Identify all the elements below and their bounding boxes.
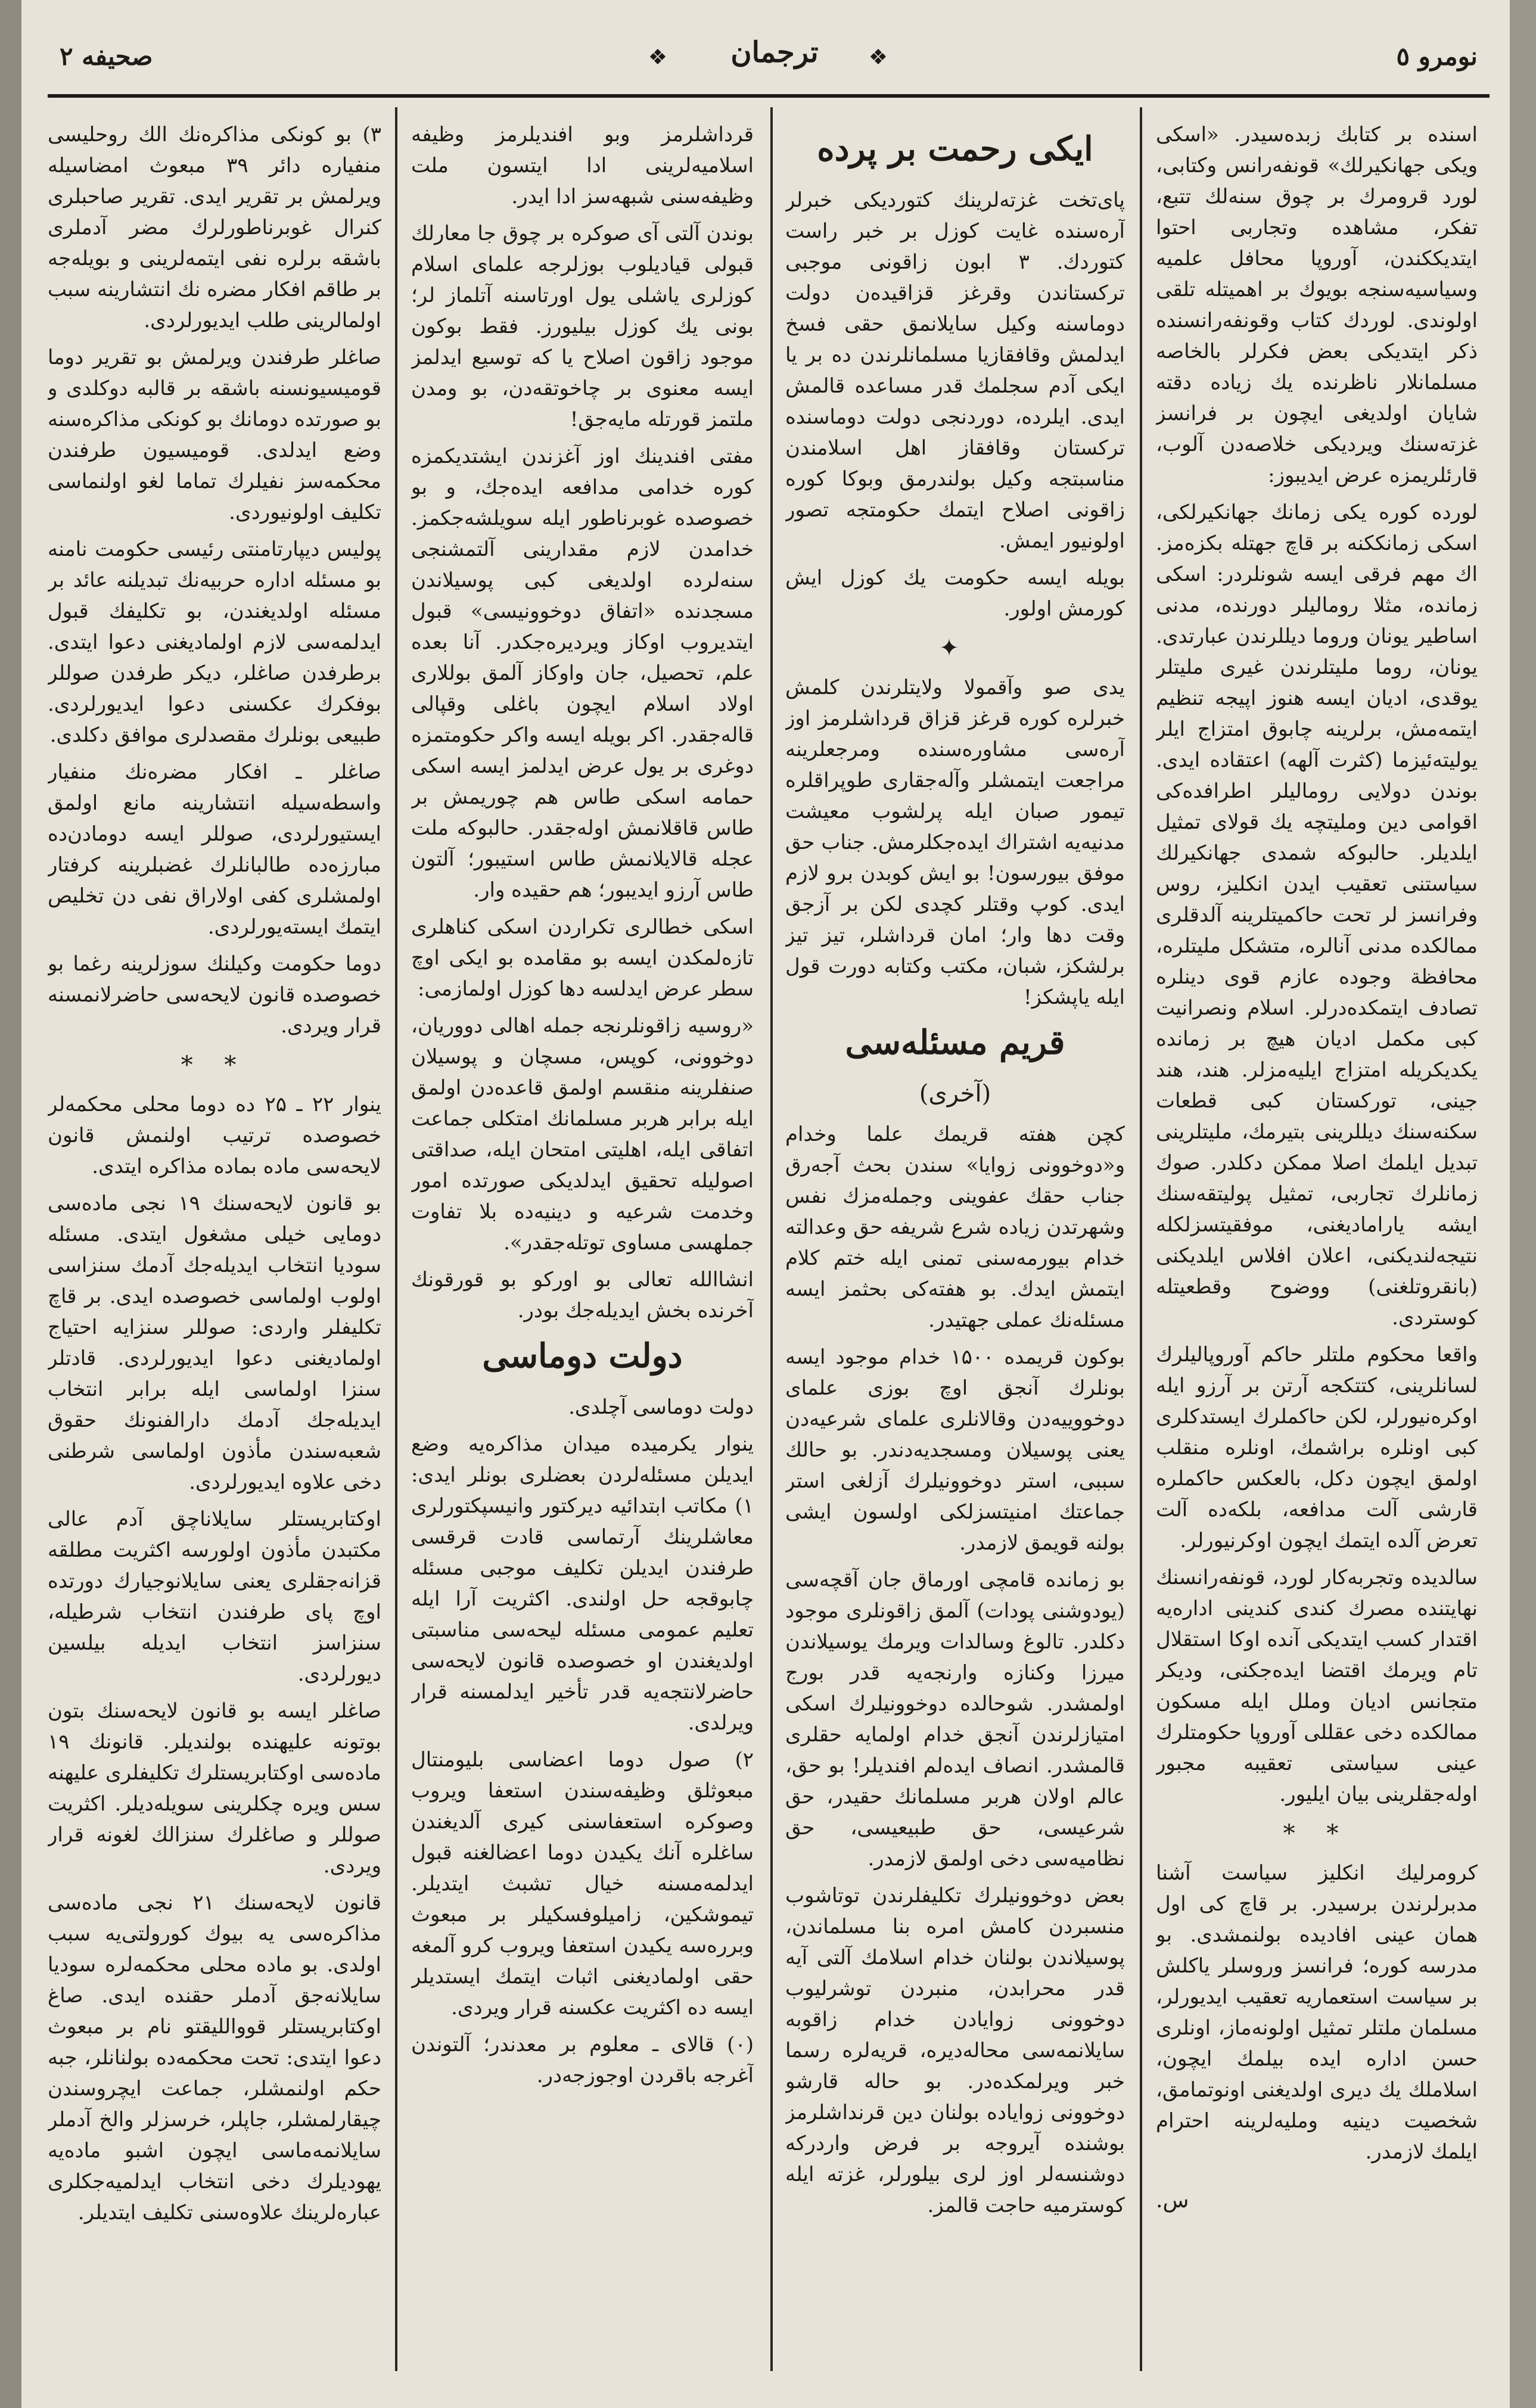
- paragraph: یدی صو وآقمولا ولایتلرندن کلمش خبرلره کوره قرغز قزاق قرداشلرمز اوز آره‌سی مشاوره‌سنده ومرجعلرینه مراجعت ایتمشلر وآله‌جقاری طوپراقلره تیمور صبان ایله پرلشوب معیشت مدنیه‌یه اشتراك ایده‌جکلرمش. جناب حق موفق بیورسون! بو ایش کوبدن برو لازم ایدی. کوپ وقتلر کچدی لکن بر آزجق وقت دها وار؛ امان قرداشلر، تیز تیز برلشکز، شبان، مکتب وکتابه دورت قول ایله یاپشکز!: [785, 676, 1125, 1009]
- section-separator: * *: [1283, 1820, 1351, 1847]
- paragraph: کرومرلیك انکلیز سیاست آشنا مدبرلرندن برسیدر. بر قاچ کی اول همان عینی افادیده بولنمشدی. بو مدرسه کوره؛ فرانسز وروسلر یاکلش بر سیاست استعماریه تعقیب ایدیورلر، مسلمان ملتلر تمثیل اولونه‌ماز، اونلری حسن اداره ایده بیلمك ایچون، اسلاملك یك دیری اولدیغنی اونوتمامق، شخصیت دینیه وملیه‌لرینه احترام ایلمك لازمدر.: [1156, 1861, 1478, 2164]
- page-label: صحیفه ۲: [60, 42, 153, 71]
- article-title-two-mercies: ایکی رحمت بر پرده: [817, 129, 1093, 169]
- column-2: [785, 119, 1125, 2377]
- paragraph: انشاالله تعالی بو اورکو بو قورقونك آخرنده بخش ایدیله‌جك بودر.: [411, 1268, 754, 1323]
- paragraph: بوکون قریمده ۱۵۰۰ خدام موجود ایسه بونلرك آنجق اوچ بوزی علمای دوخووییه‌دن وقالانلری علمای شرعیه‌دن یعنی پوسیلان ومسجدیه‌دندر. بو حالك سببی، استر دوخوونیلرك آزلغی استر جماعتك امنیتسزلکی اولسون ایشی بولنه قویمق لازمدر.: [785, 1345, 1125, 1555]
- scan-edge-right: [1510, 0, 1536, 2408]
- masthead: [48, 24, 1490, 107]
- ornament-right-icon: ❖: [868, 45, 888, 70]
- paragraph: دولت دوماسی آچلدی.: [568, 1395, 754, 1419]
- paragraph: لورده کوره یکی زمانك جهانکیرلکی، اسکی زمانککنه بر قاچ جهتله بکزه‌مز. اك مهم فرقی ایسه شونلردر: اسکی زمانده، مثلا رومالیلر دورنده، مدنی اساطیر یونان وروما دیللرندن عبارتدی. یونان، روما ملیتلرندن غیری ملیتلر یوقدی، ادیان ایسه هنوز اپیجه تنظیم ایتمه‌مش، برلرینه چابوق امتزاج ایلر یولیته‌ئیزما (کثرت آلهه) اعتقاده ایدی. بوندن دولایی رومالیلر اطرافده‌کی اقوامی دین وملیتچه یك قولای تمثیل ایلدیلر. حالبوکه شمدی جهانکیرلك سیاستنی تعقیب ایدن انکلیز، روس وفرانسز لر تحت حاکمیتلرینه آلدقلری ممالکده مدنی آنالره، متشکل ملیتلره، محافظة وجوده عازم قوی دینلره تصادف ایتمکده‌درلر. اسلام ونصرانیت کبی مکمل ادیان هیچ بر زمانده یکدیکریله امتزاج ایلیه‌مزلر. هند، هند جینی، تورکستان کبی قطعات سکنه‌سنك دیللرینی بتیرمك، ملیتلرینی تبدیل ایلمك اصلا ممکن دکلدر. صوك زمانلرك تجاربی، تمثیل پولیتقه‌سنك ایشه یارامادیغنی، موفقیتسزلکله نتیجه‌لندیکنی، اعلان افلاس ایلدیکنی (بانقروتلغنی) ووضوح وقطعیتله کوستردی.: [1156, 500, 1478, 1330]
- paragraph: مفتی افندینك اوز آغزندن ایشتدیکمزه کوره خدامی مدافعه ایده‌جك، و بو خصوصده غوبرناطور ایله سویلشه‌جکمز. خدامدن لازم مقدارینی آلتمشنجی سنه‌لرده اولدیغی کبی پوسیلاندن مسجدنده «اتفاق دوخوونیسی» قبول ایتدیروب اوکاز ویردیره‌جکدر. آنا بعده علم، تحصیل، جان واوکاز آلمق بوللاری اولاد اسلام ایچون باغلی وقپالی قاله‌جقدر. اکر بویله ایسه واکر حکومتمزه دوغری بر یول عرض ایدلمز ایسه اسکی حمامه اسکی طاس هم چوریمش بر طاس قاقلانمش اوله‌جقدر. حالبوکه ملت عجله قالایلانمش طاس استیبور؛ آلتون طاس آرزو ایدیبور؛ هم حقیده وار.: [411, 444, 754, 902]
- newspaper-title: ترجمان: [730, 36, 819, 69]
- paragraph: بویله ایسه حکومت یك کوزل ایش کورمش اولور.: [785, 566, 1125, 621]
- paragraph: ۲) صول دوما اعضاسی بلیومنتال مبعوثلق وظیفه‌سندن استعفا ویروب وصوکره استعفاسنی کیری آلدیغندن ساغلره آنك یکیدن دوما اعضالغنه قبول ایدلمه‌مسنه خیال تشبث ایتدیلر. تیموشکین، زامیلوفسکیلر بر مبعوث وبرره‌سه یکیدن استعفا ویروب کرو آلمغه حقی اولمادیغنی اثبات ایتمك ایستدیلر ایسه ده اکثریت عکسنه قرار ویردی.: [411, 1748, 754, 2020]
- column-divider-1: [395, 107, 397, 2371]
- article-title-crimea-question: قریم مسئله‌سی: [845, 1023, 1065, 1062]
- paragraph: بو قانون لایحه‌سنك ۱۹ نجی ماده‌سی دومایی خیلی مشغول ایتدی. مسئله سودیا انتخاب ایدیله‌جك آدمك سنزاسی اولوب اولماسی خصوصده ایدی. بر قاچ تکلیفلر واردی: صوللر سنزایه احتیاج اولمادیغنی دعوا ایدیورلردی. قادتلر سنزا اولماسی ایله برابر انتخاب ایدیله‌جك آدمك دارالفنونك حقوق شعبه‌سندن مأذون اولماسی شرطنی دخی علاوه ایدیورلردی.: [48, 1191, 381, 1494]
- paragraph: اسکی خطالری تکراردن اسکی کناهلری تازه‌لمکدن ایسه بو مقامده بو ایکی اوچ سطر عرض ایدلسه دها کوزل اولمازمی:: [411, 915, 754, 1001]
- author-signature: س.: [1156, 2188, 1189, 2213]
- paragraph: ۳) بو کونکی مذاکره‌نك الك روحلیسی منفیاره دائر ۳۹ مبعوث امضاسیله ویرلمش بر تقریر ایدی. تقریر صاحبلری کنرال غوبرناطورلرك مضر آدملری باشقه برلره نفی ایتمه‌لرینی و بویله‌جه بر طاقم افکار مضره نك انتشارینه سبب اولمالرینی طلب ایدیورلردی.: [48, 123, 381, 332]
- section-separator: * *: [181, 1051, 248, 1079]
- article-subtitle: (آخری): [919, 1080, 991, 1107]
- paragraph: بوندن آلتی آی صوکره بر چوق جا معارلك قبولی قیادیلوب بوزلرجه علمای اسلام کوزلری یاشلی یول اورتاسنه آتلماز لر؛ بونی یك کوزل بیلیورز. فقط بوکون موجود زاقون اصلاح یا که توسیع ایدلمز ایسه معنوی بر چاخوتقه‌دن، بو ومدن ملتمز قورتله مایه‌جق!: [411, 222, 754, 431]
- paragraph: بعض دوخوونیلرك تکلیفلرندن توتاشوب منسبردن کامش امره بنا مسلماندن، پوسیلاندن بولنان خدام اسلامك آلتی آیه قدر محرابدن، منبردن توشرلیوب دوخوونی زوایادن خدام زاقوبه سایلانمه‌سی محاله‌دیره، قریه‌لره رسما خبر ویرلمکده‌در. بو حاله قارشو دوخوونی زوایاده بولنان دین قرنداشلرمز بوشنده آیروجه بر فرض واردرکه دوشنسه‌لر اوز لری بیلورلر، غزته ایله کوسترمیه حاجت قالمز.: [785, 1884, 1125, 2217]
- paragraph: قانون لایحه‌سنك ۲۱ نجی ماده‌سی مذاکره‌سی یه بیوك کورولتی‌یه سبب اولدی. بو ماده محلی محکمه‌لره سودیا سایلانه‌جق آدملر حقنده ایدی. صاغ اوکتابریستلر قوواللیقتو نام بر مبعوث دعوا ایتدی: تحت محکمه‌ده بولنانلر، جبه حکم اولنمشلر، جماعت ایچروسندن چیقارلمشلر، جاپلر، خرسزلر والخ آدملر سایلانمه‌ماسی ایچون اشبو ماده‌یه یهودیلرك دخی انتخاب ایدلمیه‌جکلری عباره‌لرینك علاوه‌سنی تکلیف ایتدیلر.: [48, 1891, 381, 2225]
- paragraph: سالدیده وتجربه‌کار لورد، قونفه‌رانسنك نهایتنده مصرك کندی کندینی اداره‌یه اقتدار کسب ایتدیکی آنده اوکا استقلال تام ویرمك اقتضا ایده‌جکنی، ودیکر متجانس ادیان وملل ایله مسکون ممالکده دخی عقللی آوروپا حکومتلرك عینی سیاستی تعقیبه مجبور اوله‌جقلرینی بیان ایلیور.: [1156, 1566, 1478, 1806]
- paragraph: دوما حکومت وکیلنك سوزلرینه رغما بو خصوصده قانون لایحه‌سی حاضرلانمسنه قرار ویردی.: [48, 952, 381, 1038]
- paragraph: «روسیه زاقونلرنجه جمله اهالی دووریان، دوخوونی، کوپس، مسچان و پوسیلان صنفلرینه منقسم اولمق قاعده‌دن اولمق ایله برابر هربر مسلمانك امتکلی جماعت اتفاقی ایله، اهلیتی امتحان ایله، صداقتی اصولیله تحقیق ایدلدیکی صورتده امور وخدمت شرعیه و دینیه‌ده بلا تفاوت جملهسی مساوی توتله‌جقدر».: [411, 1014, 754, 1255]
- ornament-left-icon: ❖: [648, 45, 667, 70]
- column-divider-3: [1140, 107, 1142, 2371]
- scan-edge-left: [0, 0, 21, 2408]
- column-3: [411, 119, 754, 2377]
- paragraph: صاغلر طرفندن ویرلمش بو تقریر دوما قومیسیونسنه باشقه بر قالبه دوکلدی و بو صورتده دومانك بو کونکی مذاکره‌سنه وضع ایدلدی. قومیسیون طرفندن محکمه‌سز نفیلرك تماما لغو اولنماسی تکلیف اولونیوردی.: [48, 346, 381, 524]
- paragraph: واقعا محکوم ملتلر حاکم آوروپالیلرك لسانلرینی، کتتکجه آرتن بر آرزو ایله اوکره‌نیورلر، لکن حاکملرك ایستدکلری کبی اونلره براشمك، اونلره منقلب اولمق ایچون دکل، بالعکس حاکملره قارشی آلت مدافعه، بلکه‌ده آلت تعرض آلده ایتمك ایچون اوکرنیورلر.: [1156, 1343, 1478, 1553]
- paragraph: پای‌تخت غزته‌لرینك کتوردیکی خبرلر آره‌سنده غایت کوزل بر خبر راست کتوردك. ۳ ابون زاقونی موجبی ترکستاندن وقرغز قزاقیده‌ن دولت دوماسنه وکیل سایلانمق حقی فسخ ایدلمش وقافقازیا مسلمانلرندن ده بر یا ایکی آدم سجلمك قدر مساعده قالمش ایدی. ایلرده، دوردنجی دولت دوماسنده ترکستان وقافقاز اهل اسلامندن مناسبتجه وکیل بولندرمق وبوکا کوره زاقونی اصلاح ایتمك حکومتجه تصور اولونیور ایمش.: [785, 188, 1125, 553]
- article-title-state-duma: دولت دوماسی: [482, 1336, 683, 1376]
- paragraph: اوکتابریستلر سایلاناچق آدم عالی مکتبدن مأذون اولورسه اکثریت مطلقه قزانه‌جقلری یعنی سایلانوجیارك دورتده اوچ پای طرفندن انتخاب شرطیله، سنزاسز انتخاب ایدیله بیلسین دیورلردی.: [48, 1507, 381, 1686]
- paragraph: کچن هفته قریمك علما وخدام و«دوخوونی زوایا» سندن بحث آجه‌رق جناب حقك عفوینی وجمله‌مزك نفس وشهرتدن زیاده شرع شریفه حق وعدالته خدام بیورمه‌سنی تمنی ایله ختم کلام ایتمش ایدك. بو هفته‌کی بحثمز ایسه مسئله‌نك عملی جهتیدر.: [785, 1122, 1125, 1332]
- header-rule: [48, 94, 1490, 98]
- issue-label: نومرو ٥: [1396, 42, 1478, 71]
- footnote: (۰) قالای ـ معلوم بر معدندر؛ آلتوندن آغرجه باقردن اوجوزجه‌در.: [411, 2033, 754, 2087]
- paragraph: پولیس دیپارتامنتی رئیسی حکومت نامنه بو مسئله اداره حربیه‌نك تبدیلنه عائد بر مسئله اولدیغندن، بو تکلیفك قبول ایدلمه‌سی لازم اولمادیغنی دعوا ایتدی. برطرفدن صاغلر، دیکر طرفدن صوللر بوفکرك عکسنی دعوا ایدیورلردی. طبیعی بونلرك مقصدلری موافق دکلدی.: [48, 537, 381, 747]
- paragraph: اسنده بر کتابك زبده‌سیدر. «اسکی ویکی جهانکیرلك» قونفه‌رانس وکتابی، لورد قرومرك بر چوق سنه‌لك تتبع، تفکر، مشاهده وتجاربی احتوا ایتدیککندن، آوروپا محافل علمیه وسیاسیه‌سنجه بویوك بر اهمیتله تلقی اولوندی. لوردك کتاب وقونفه‌رانسنده ذکر ایتدیکی بعض فکرلر بالخاصه مسلمانلار ناظرنده یك زیاده دقته شایان اولدیغی ایچون بر فرانسز غزته‌سنك ویردیکی خلاصه‌دن آلوب، قارئلریمزه عرض ایدیبوز:: [1156, 123, 1478, 487]
- paragraph: ینوار یکرمیده میدان مذاکره‌یه وضع ایدیلن مسئله‌لردن بعضلری بونلر ایدی: ۱) مکاتب ابتدائیه دیرکتور وانیسپکتورلری معاشلرینك آرتماسی قادت قرقسی طرفندن ایدیلن تکلیف موجبی مسئله چابوقجه حل اولندی. اکثریت آرا ایله تعلیم عمومی مسئله لیحه‌سی مناسبتی اولدیغندن او خصوصده قانون لایحه‌سی حاضرلانتجه‌یه قدر تأخیر ایدلمسنه قرار ویرلدی.: [411, 1432, 754, 1735]
- paragraph: قرداشلرمز وبو افندیلرمز وظیفه اسلامیه‌لرینی ادا ایتسون ملت وظیفه‌سنی شبهه‌سز ادا ایدر.: [411, 123, 754, 209]
- paragraph: صاغلر ایسه بو قانون لایحه‌سنك بتون بوتونه علیهنده بولندیلر. قانونك ۱۹ ماده‌سی اوکتابریستلرك تکلیفلری علیهنه سس ویره چکلرینی سویله‌دیلر. اکثریت صوللر و صاغلرك سنزالك لغونه قرار ویردی.: [48, 1699, 381, 1878]
- paragraph: بو زمانده قامچی اورماق جان آقچه‌سی (یودوشنی پودات) آلمق زاقونلری موجود دکلدر. تالوغ وسالدات ویرمك یوسیلاندن میرزا وکنازه وارنجه‌یه قدر بورج اولمشدر. شوحالده دوخوونیلرك اسکی امتیازلرندن آنجق خدام اولمایه حقلری قالمشدر. انصاف ایدەلم افندیلر! بو حق، عالم اولان هربر مسلمانك حقیدر، حق شرعیسی، حق طبیعیسی، حق نظامیه‌سی دخی اولمق لازمدر.: [785, 1568, 1125, 1871]
- column-4: [48, 119, 381, 2377]
- paragraph: صاغلر ـ افکار مضره‌نك منفیار واسطه‌سیله انتشارینه مانع اولمق ایستیورلردی، صوللر ایسه دومادن‌ده مبارزه‌ده طالبانلرك غضبلرینه کرفتار اولمشلری کفی اولاراق نفی دن تخلیص ایتمك ایسته‌یورلردی.: [48, 760, 381, 939]
- paragraph: ینوار ۲۲ ـ ۲۵ ده دوما محلی محکمه‌لر خصوصده ترتیب اولنمش قانون لایحه‌سی ماده بماده مذاکره ایتدی.: [48, 1093, 381, 1178]
- column-1: [1156, 119, 1478, 2377]
- section-separator: ✦: [939, 634, 971, 662]
- column-divider-2: [770, 107, 773, 2371]
